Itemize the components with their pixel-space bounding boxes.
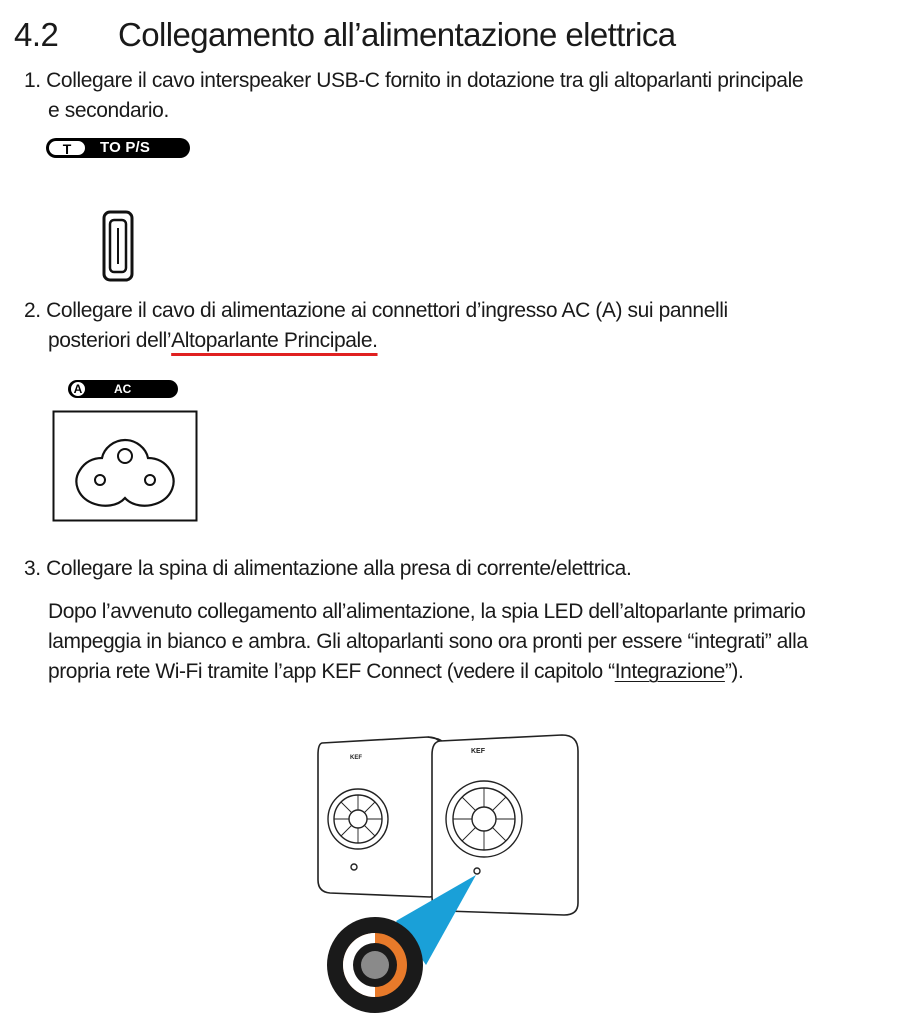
section-number: 4.2 <box>14 16 59 53</box>
led-indicator-icon <box>327 917 423 1013</box>
step-2-number: 2. <box>24 299 41 322</box>
ac-port-letter: A <box>70 381 86 397</box>
secondary-speaker <box>318 737 448 897</box>
step-1-line2: e secondario. <box>48 99 169 122</box>
step-3 <box>24 554 884 584</box>
usb-c-port-icon <box>98 208 138 284</box>
speakers-illustration <box>300 725 600 1020</box>
paragraph-line1: Dopo l’avvenuto collegamento all’alimentazione, la spia LED dell’altoparlante primario <box>48 600 806 623</box>
usbc-port-label <box>46 138 190 158</box>
usbc-port-letter: T <box>48 140 86 156</box>
ac-port-label <box>68 380 178 398</box>
step-1-line1: Collegare il cavo interspeaker USB-C fornito in dotazione tra gli altoparlanti principale <box>46 69 804 92</box>
primary-speaker-highlight: Altoparlante Principale. <box>171 329 378 352</box>
step-1-number: 1. <box>24 69 41 92</box>
step-1 <box>24 66 884 126</box>
primary-speaker-logo: KEF <box>471 748 485 755</box>
paragraph-line3-prefix: propria rete Wi-Fi tramite l’app KEF Connect (vedere il capitolo “ <box>48 660 615 683</box>
step-3-number: 3. <box>24 557 41 580</box>
section-title: Collegamento all’alimentazione elettrica <box>118 16 676 53</box>
usbc-port-text: TO P/S <box>100 139 151 156</box>
step-2 <box>24 296 884 356</box>
step-2-line2-prefix: posteriori dell’ <box>48 329 172 352</box>
instruction-paragraph <box>48 597 888 687</box>
secondary-speaker-logo: KEF <box>350 755 362 761</box>
paragraph-line3-suffix: ”). <box>724 660 744 683</box>
ac-inlet-icon <box>52 410 198 522</box>
integration-link[interactable]: Integrazione <box>614 660 725 683</box>
ac-port-text: AC <box>114 382 132 396</box>
paragraph-line2: lampeggia in bianco e ambra. Gli altoparlanti sono ora pronti per essere “integrati” alla <box>48 630 808 653</box>
step-3-line1: Collegare la spina di alimentazione alla presa di corrente/elettrica. <box>46 557 632 580</box>
step-2-line1: Collegare il cavo di alimentazione ai connettori d’ingresso AC (A) sui pannelli <box>46 299 728 322</box>
